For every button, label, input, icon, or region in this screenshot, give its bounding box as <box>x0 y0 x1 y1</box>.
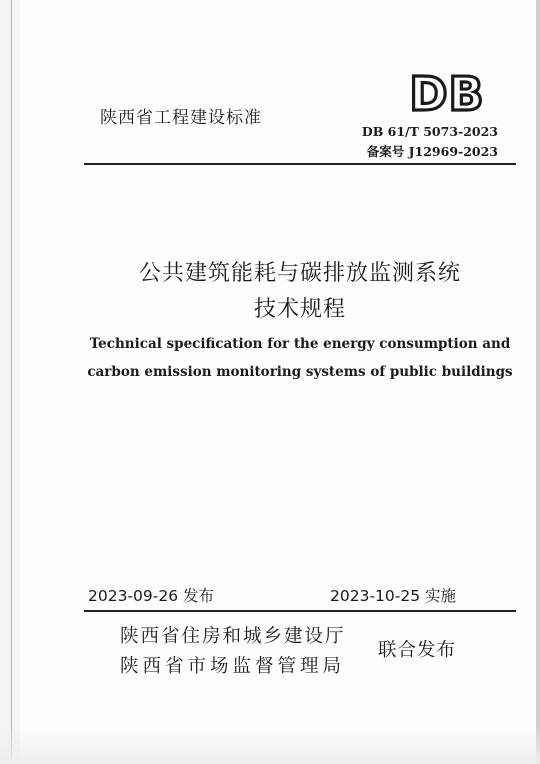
scan-edge-bottom <box>0 726 540 764</box>
title-cn-line2: 技术规程 <box>253 297 346 322</box>
standard-code-block <box>362 122 498 162</box>
scan-edge-left <box>0 0 20 764</box>
db-logo <box>406 68 488 116</box>
record-number-line <box>362 142 498 162</box>
header-divider <box>84 163 516 165</box>
joint-issue-label: 联合发布 <box>378 640 457 661</box>
record-label: 备案号 <box>366 144 405 159</box>
issuer-dept-1: 陕西省住房和城乡建设厅 <box>120 626 346 647</box>
record-number: J12969-2023 <box>408 144 498 159</box>
db-logo-text: DB <box>409 68 485 116</box>
publish-date: 2023-09-26 发布 <box>88 587 215 605</box>
issuer-dept-2: 陕西省市场监督管理局 <box>120 656 346 677</box>
standard-code: DB 61/T 5073-2023 <box>361 124 498 139</box>
standard-type-label: 陕西省工程建设标准 <box>100 108 262 128</box>
title-en-line2: carbon emission monitoring systems of public buildings <box>87 364 513 380</box>
scan-edge-right <box>536 0 540 764</box>
title-cn-line1: 公共建筑能耗与碳排放监测系统 <box>138 261 461 286</box>
footer-divider <box>84 610 516 612</box>
scan-edge-line <box>11 0 12 764</box>
implement-date: 2023-10-25 实施 <box>330 587 457 605</box>
title-en-line1: Technical specification for the energy consumption and <box>89 336 511 352</box>
